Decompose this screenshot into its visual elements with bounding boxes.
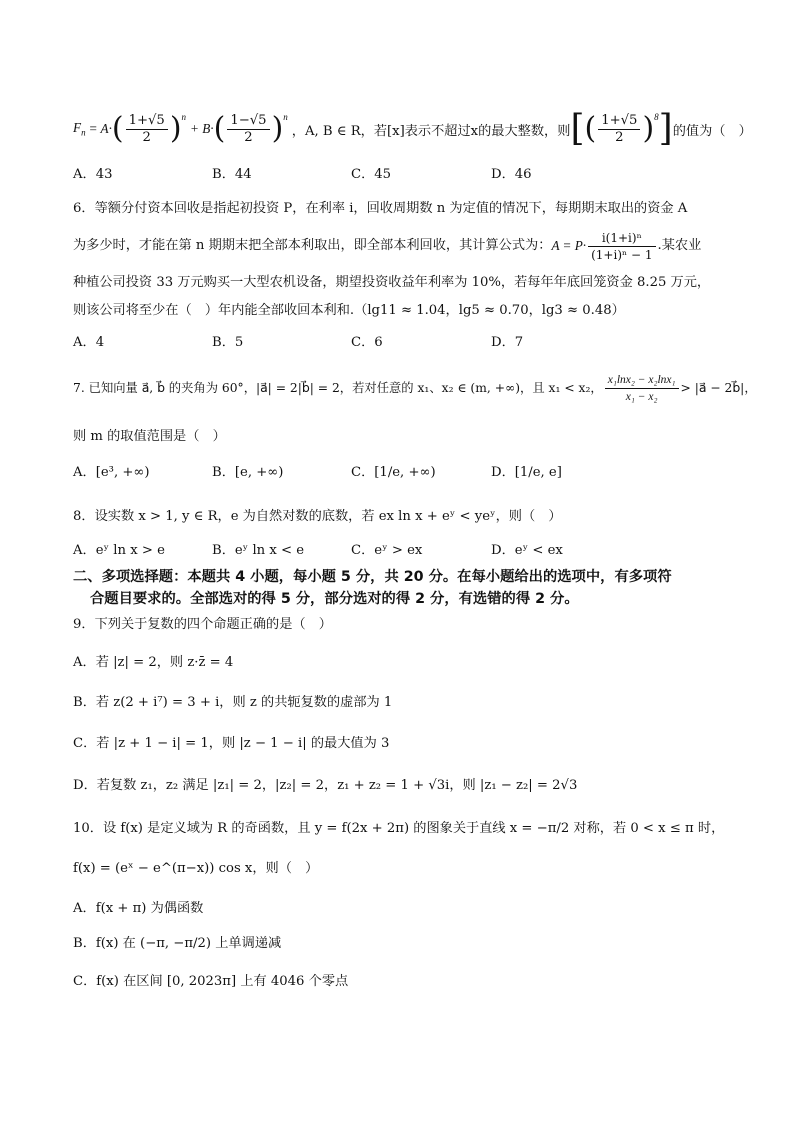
q6-option-a[interactable]: A．4 [73,335,105,350]
q5-formula-lhs: $F_n$ [73,120,86,138]
q6-line-4: 则该公司将至少在（ ）年内能全部收回本利和.（lg11 ≈ 1.04，lg5 ≈ 0.70，lg3 ≈ 0.48） [73,303,625,318]
q7-option-b[interactable]: B．[e, +∞) [212,465,284,480]
q8-option-a[interactable]: A．eʸ ln x > e [73,543,165,558]
q6-line-3: 种植公司投资 33 万元购买一大型农机设备，期望投资收益年利率为 10%，若每年年底回笼资金 8.25 万元， [73,275,711,290]
q10-line-2: f(x) = (eˣ − e^(π−x)) cos x，则（ ） [73,861,319,876]
q5-option-b[interactable]: B．44 [212,167,252,182]
q8-option-d[interactable]: D．eʸ < ex [491,543,563,558]
q7-option-c[interactable]: C．[1/e, +∞) [351,465,436,480]
q6-option-b[interactable]: B．5 [212,335,244,350]
q10-line-1: 10．设 f(x) 是定义域为 R 的奇函数，且 y = f(2x + 2π) 的图象关于直线 x = −π/2 对称，若 0 < x ≤ π 时， [73,821,725,836]
q5-option-c[interactable]: C．45 [351,167,392,182]
q9-option-c[interactable]: C．若 |z + 1 − i| = 1，则 |z − 1 − i| 的最大值为 3 [73,736,390,751]
q5-frac-minus: $\frac{1-√5}{2}$ [227,113,269,146]
section-2-heading-line-2: 合题目要求的。全部选对的得 5 分，部分选对的得 2 分，有选错的得 2 分。 [90,591,579,607]
q5-frac-floor: $\frac{1+√5}{2}$ [598,113,640,146]
q5-tail: 的值为（ ） [672,123,752,139]
q5-formula-line: $F_n$ = A· ( $\frac{1+√5}{2}$ ) $^n$ + B· ( $\frac{1-√5}{2}$ ) $^n$ ，A, B ∈ R，若[x]表示不超过x的最大整数，则 [ ( $\frac{1+√5}{2}$ ) $^8$ ] 的值为（ ） [73,108,752,149]
q5-formula-eq: = A· [88,121,112,136]
q5-frac-plus: $\frac{1+√5}{2}$ [126,113,168,146]
q5-condition: ，A, B ∈ R，若[x]表示不超过x的最大整数，则 [291,123,571,139]
q9-option-a[interactable]: A．若 |z| = 2，则 z·z̄ = 4 [73,655,234,670]
q5-plus-b: + B· [190,121,214,136]
q9-option-d[interactable]: D．若复数 z₁，z₂ 满足 |z₁| = 2，|z₂| = 2，z₁ + z₂ = 1 + √3i，则 |z₁ − z₂| = 2√3 [73,778,578,793]
q10-option-a[interactable]: A．f(x + π) 为偶函数 [73,901,204,916]
q5-option-a[interactable]: A．43 [73,167,113,182]
q7-frac: $\frac{\text{x₁lnx₂ − x₂lnx₁}}{\text{x₁ − x₂}}$ [605,372,679,405]
q7-option-a[interactable]: A．[e³, +∞) [73,465,150,480]
q10-option-b[interactable]: B．f(x) 在 (−π, −π/2) 上单调递减 [73,936,282,951]
q9-stem: 9．下列关于复数的四个命题正确的是（ ） [73,617,332,632]
q7-line-2: 则 m 的取值范围是（ ） [73,429,226,444]
q6-option-c[interactable]: C．6 [351,335,383,350]
q6-line-2: 为多少时，才能在第 n 期期末把全部本利取出，即全部本利回收，其计算公式为： A = P· $\frac{\text{i(1+i)ⁿ}}{\text{(1+i)ⁿ − 1}}$ .某农业 [73,230,702,262]
q8-option-b[interactable]: B．eʸ ln x < e [212,543,305,558]
q10-option-c[interactable]: C．f(x) 在区间 [0, 2023π] 上有 4046 个零点 [73,974,349,989]
q9-option-b[interactable]: B．若 z(2 + i⁷) = 3 + i，则 z 的共轭复数的虚部为 1 [73,695,393,710]
section-2-heading-line-1: 二、多项选择题：本题共 4 小题，每小题 5 分，共 20 分。在每小题给出的选项中，有多项符 [73,569,672,585]
q7-option-d[interactable]: D．[1/e, e] [491,465,562,480]
q8-line-1: 8．设实数 x > 1, y ∈ R，e 为自然对数的底数，若 ex ln x + eʸ < yeʸ，则（ ） [73,509,562,524]
q6-line-1: 6．等额分付资本回收是指起初投资 P，在利率 i，回收周期数 n 为定值的情况下，每期期末取出的资金 A [73,201,688,216]
q6-formula-lead: A = P· [551,238,587,253]
q5-option-d[interactable]: D．46 [491,167,532,182]
q6-option-d[interactable]: D．7 [491,335,524,350]
q6-formula-frac: $\frac{\text{i(1+i)ⁿ}}{\text{(1+i)ⁿ − 1}}$ [588,230,655,263]
q7-line-1: 7. 已知向量 a⃗, b⃗ 的夹角为 60°，|a⃗| = 2|b⃗| = 2，若对任意的 x₁、x₂ ∈ (m, +∞)，且 x₁ < x₂， $\frac{\text{x₁lnx₂ − x₂lnx₁}}{\text{x₁ − x₂}}$ > |a⃗ − 2b⃗|， [73,373,757,403]
q8-option-c[interactable]: C．eʸ > ex [351,543,423,558]
